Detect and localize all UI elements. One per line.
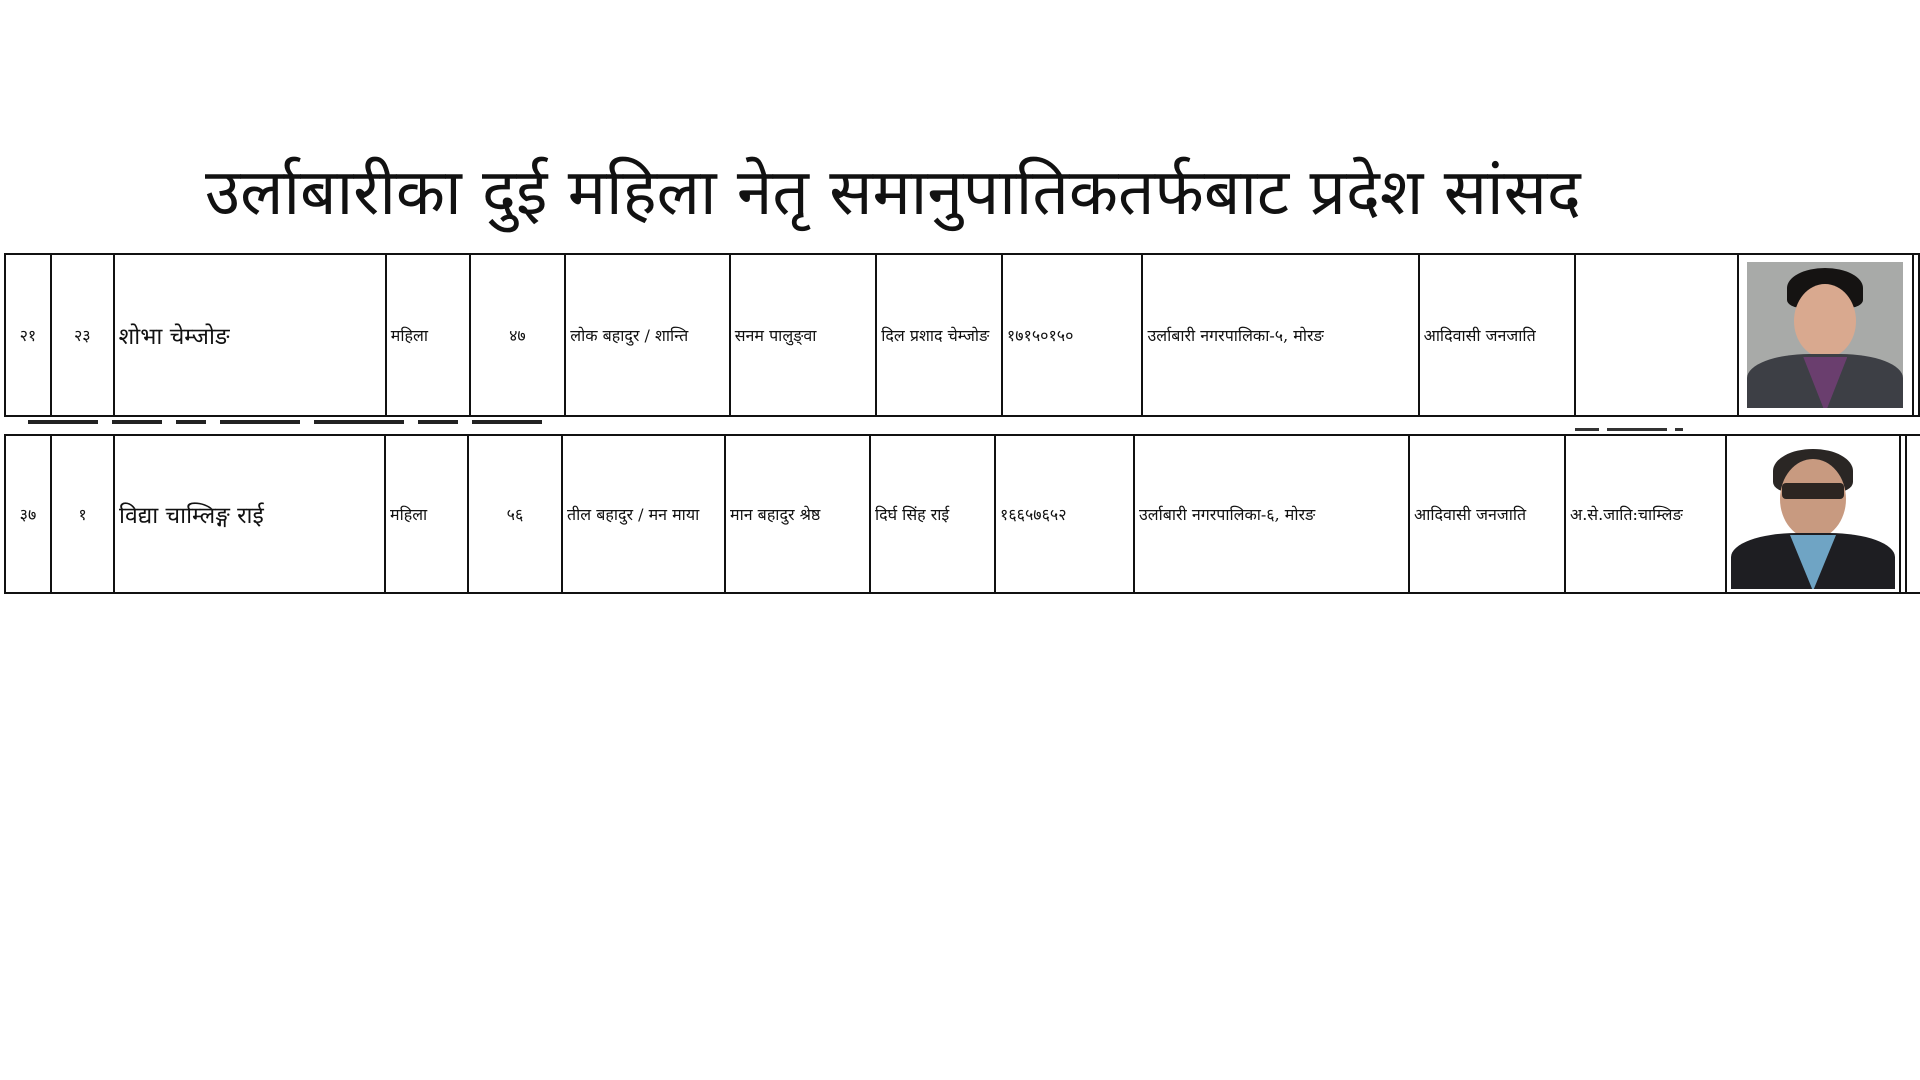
face-shape — [1794, 284, 1856, 358]
portrait-photo-icon — [1731, 439, 1895, 589]
extra-cell: अ.से.जाति:चाम्लिङ — [1564, 436, 1725, 592]
candidate-row-2 — [4, 434, 1920, 594]
name-cell: विद्या चाम्लिङ्ग राई — [113, 436, 384, 592]
gender-cell: महिला — [385, 255, 469, 415]
grandparent-cell: दिल प्रशाद चेम्जोङ — [875, 255, 1001, 415]
edge-cell — [1899, 436, 1907, 592]
portrait-photo-icon — [1747, 262, 1903, 408]
rank-cell: २३ — [50, 255, 113, 415]
glasses-shape — [1782, 483, 1844, 499]
cropped-text-strip — [28, 416, 658, 430]
age-cell: ४७ — [469, 255, 565, 415]
candidate-row-1 — [4, 253, 1920, 417]
group-cell: आदिवासी जनजाति — [1408, 436, 1564, 592]
edge-cell — [1912, 255, 1920, 415]
spouse-cell: सनम पालुङ्वा — [729, 255, 876, 415]
face-shape — [1780, 459, 1846, 539]
number-cell: १७१५०१५० — [1001, 255, 1142, 415]
gender-cell: महिला — [384, 436, 467, 592]
number-cell: १६६५७६५२ — [994, 436, 1133, 592]
address-cell: उर्लाबारी नगरपालिका-५, मोरङ — [1141, 255, 1417, 415]
serial-cell: २१ — [4, 255, 50, 415]
group-cell: आदिवासी जनजाति — [1418, 255, 1575, 415]
parents-cell: तील बहादुर / मन माया — [561, 436, 724, 592]
rank-cell: १ — [50, 436, 113, 592]
page-headline: उर्लाबारीका दुई महिला नेतृ समानुपातिकतर्फबाट प्रदेश सांसद — [205, 156, 1581, 230]
parents-cell: लोक बहादुर / शान्ति — [564, 255, 728, 415]
age-cell: ५६ — [467, 436, 561, 592]
extra-cell — [1574, 255, 1736, 415]
cropped-text-strip-right — [1575, 416, 1705, 426]
name-cell: शोभा चेम्जोङ — [113, 255, 385, 415]
grandparent-cell: दिर्घ सिंह राई — [869, 436, 994, 592]
address-cell: उर्लाबारी नगरपालिका-६, मोरङ — [1133, 436, 1408, 592]
serial-cell: ३७ — [4, 436, 50, 592]
photo-cell — [1737, 255, 1912, 415]
spouse-cell: मान बहादुर श्रेष्ठ — [724, 436, 869, 592]
photo-cell — [1725, 436, 1899, 592]
